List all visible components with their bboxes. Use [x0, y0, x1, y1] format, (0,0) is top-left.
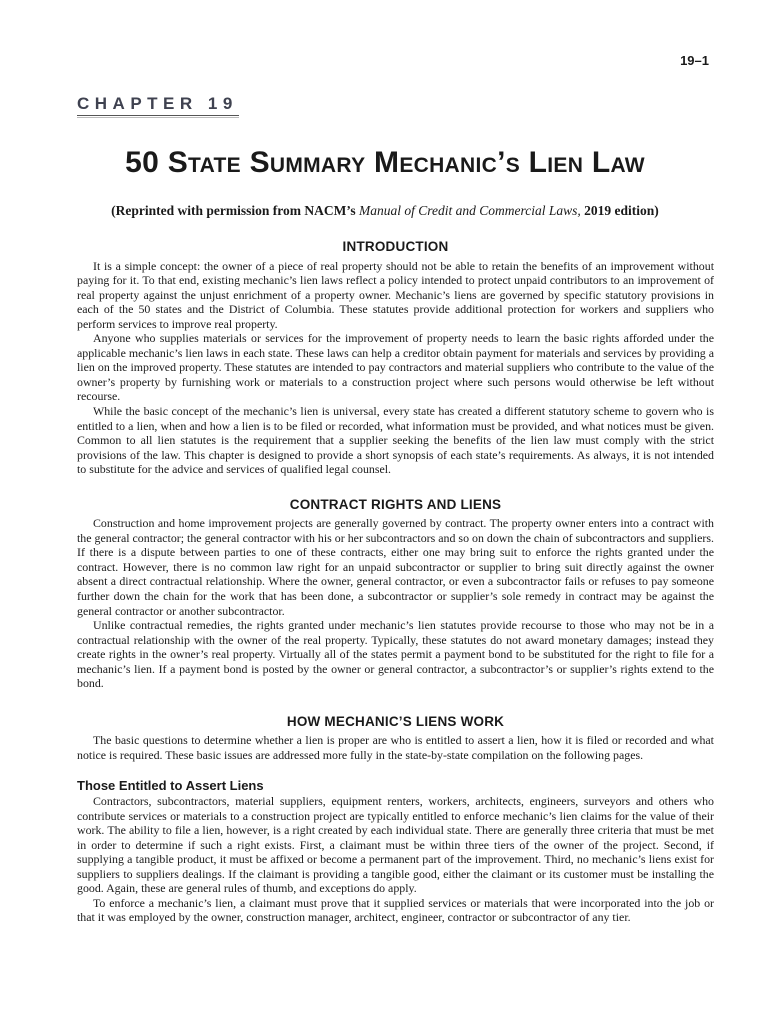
chapter-label: CHAPTER 19	[77, 94, 238, 113]
paragraph: The basic questions to determine whether a lien is proper are who is entitled to assert a lien, how it is filed or recorded and what notice is required. These basic issues are addressed more fully in the state-by-state compilation on the following pages.	[77, 733, 714, 762]
paragraph: While the basic concept of the mechanic’s lien is universal, every state has created a different statutory scheme to govern who is entitled to a lien, when and how a lien is to be filed or recorded, what information must be provided, and what notices must be given. Common to all lien statutes is the requirement that a supplier seeking the benefits of the lien law must comply with the strict provisions of the law. This chapter is designed to provide a short synopsis of each state’s requirements. As always, it is not intended to substitute for the advice and services of qualified legal counsel.	[77, 404, 714, 477]
chapter-underline	[77, 115, 239, 118]
section-heading-how-liens-work: HOW MECHANIC’S LIENS WORK	[286, 713, 505, 729]
body-content	[77, 240, 714, 925]
section-heading-introduction: INTRODUCTION	[342, 239, 449, 254]
paragraph: Anyone who supplies materials or services for the improvement of property needs to learn the basic rights afforded under the applicable mechanic’s lien laws in each state. These laws can help a creditor obtain payment for materials and services by providing a lien on the improved property. These statutes are intended to pay contractors and material suppliers who contribute to the value of the owner’s property by furnishing work or materials to a construction project where such persons would otherwise be left without recourse.	[77, 331, 714, 404]
reprint-notice-suffix: 2019 edition)	[580, 203, 659, 218]
section-contract-rights	[77, 498, 714, 691]
page-number: 19–1	[680, 53, 709, 68]
paragraph: Unlike contractual remedies, the rights granted under mechanic’s lien statutes provide recourse to those who may not be in a contractual relationship with the owner of the real property. Typically, these statutes do not award monetary damages; instead they create rights in the owner’s real property. Virtually all of the states permit a payment bond to be substituted for the right to file for a mechanic’s lien. If a payment bond is posted by the owner or general contractor, a subcontractor’s or supplier’s rights extend to the bond.	[77, 618, 714, 691]
paragraph: Construction and home improvement projects are generally governed by contract. The property owner enters into a contract with the general contractor; the general contractor with his or her subcontractors and so on down the chain of subcontractors and suppliers. If there is a dispute between parties to one of these contracts, either one may bring suit to enforce the rights granted under the contract. However, there is no common law right for an unpaid subcontractor or supplier to bring suit directly against the owner absent a direct contractual relationship. Where the owner, general contractor, or even a subcontractor fails or refuses to pay someone further down the chain for the work that has been done, a subcontractor or supplier’s sole remedy in contract may be against the general contractor or another subcontractor.	[77, 516, 714, 618]
paragraph: Contractors, subcontractors, material suppliers, equipment renters, workers, architects, engineers, surveyors and others who contribute services or materials to a construction project are typically entitled to enforce mechanic’s lien claims for the value of their work. The ability to file a lien, however, is a right created by each individual state. There are generally three criteria that must be met in order to determine if such a right exists. First, a claimant must be within three tiers of the owner of the project. Second, if supplying a tangible product, it must be affixed or become a permanent part of the improvement. Third, no mechanic’s liens exist for suppliers to suppliers dealings. If the claimant is providing a tangible good, either the claimant or its customer must be installing the good. Again, these are general rules of thumb, and exceptions do apply.	[77, 794, 714, 896]
section-introduction	[77, 240, 714, 477]
section-entitled	[77, 779, 714, 925]
section-heading-contract-rights: CONTRACT RIGHTS AND LIENS	[289, 496, 502, 512]
reprint-notice	[0, 203, 770, 219]
page-title: 50 State Summary Mechanic’s Lien Law	[125, 146, 645, 179]
paragraph: It is a simple concept: the owner of a piece of real property should not be able to retain the benefits of an improvement without paying for it. To that end, existing mechanic’s lien laws reflect a policy intended to protect unpaid contributors to an improvement of real property against the unjust enrichment of a property owner. Mechanic’s liens are governed by specific statutory provisions in each of the 50 states and the District of Columbia. These statutes provide additional protection for workers and suppliers who perform services to improve real property.	[77, 258, 714, 331]
reprint-notice-source-title: Manual of Credit and Commercial Laws,	[359, 203, 581, 218]
reprint-notice-prefix: (Reprinted with permission from NACM’s	[111, 203, 360, 218]
section-how-liens-work	[77, 715, 714, 763]
subsection-heading-entitled: Those Entitled to Assert Liens	[77, 777, 264, 793]
paragraph: To enforce a mechanic’s lien, a claimant must prove that it supplied services or materials that were incorporated into the job or that it was employed by the owner, construction manager, architect, engineer, contractor or subcontractor of any tier.	[77, 895, 714, 925]
